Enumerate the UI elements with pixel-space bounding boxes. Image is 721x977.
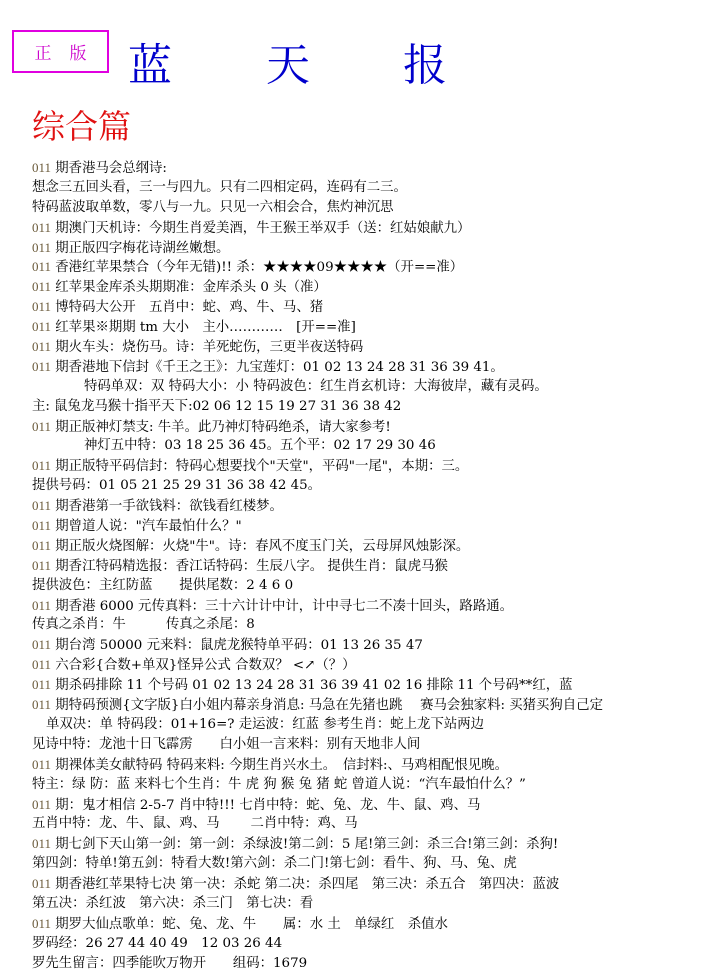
text-line bbox=[32, 436, 721, 456]
period-number: 011 bbox=[32, 498, 52, 514]
period-number: 011 bbox=[32, 259, 52, 275]
line-text: 期香港 6000 元传真料：三十六计计中计，计中寻七二不凑十回头，路路通。 bbox=[51, 598, 513, 614]
line-text: 第五决：杀红波 第六决：杀三门 第七决：看 bbox=[32, 895, 314, 911]
line-text: 六合彩{合数+单双}怪异公式 合数双？ <↗（？） bbox=[51, 658, 356, 674]
text-line bbox=[32, 476, 721, 496]
text-line bbox=[32, 715, 721, 735]
period-number: 011 bbox=[32, 677, 52, 693]
line-text: 期香港地下信封《千王之王》：九宝莲灯：01 02 13 24 28 31 36 39 41。 bbox=[51, 359, 504, 375]
line-text: 红苹果※期期 tm 大小 主小………… [开==准] bbox=[51, 320, 356, 336]
text-line bbox=[32, 556, 721, 576]
line-text: 期正版四字梅花诗湖丝嫩想。 bbox=[51, 240, 230, 256]
line-text: 期特码预测{文字版}白小姐内幕亲身消息: 马急在先猪也跳 赛马会独家料: 买猪买狗自己定 bbox=[51, 698, 603, 714]
text-line bbox=[32, 516, 721, 536]
line-text: 第四剑：特单!第五剑：特看大数!第六剑：杀二门!第七剑：看牛、狗、马、兔、虎 bbox=[32, 856, 517, 872]
masthead-char: 天 bbox=[266, 40, 310, 91]
text-line bbox=[32, 337, 721, 357]
section-heading: 综合篇 bbox=[32, 107, 131, 146]
line-text: 传真之杀肖：牛 传真之杀尾：8 bbox=[32, 617, 255, 633]
authentic-edition-badge bbox=[12, 30, 109, 73]
line-text: 特主：绿 防：蓝 来料七个生肖：牛 虎 狗 猴 兔 猪 蛇 曾道人说：“汽车最怕什么？” bbox=[32, 776, 526, 792]
text-line bbox=[32, 576, 721, 596]
text-line bbox=[32, 635, 721, 655]
period-number: 011 bbox=[32, 319, 52, 335]
period-number: 011 bbox=[32, 518, 52, 534]
text-line bbox=[32, 198, 721, 218]
text-line bbox=[32, 596, 721, 616]
period-number: 011 bbox=[32, 537, 52, 553]
text-line bbox=[32, 218, 721, 238]
badge-char: 版 bbox=[69, 44, 87, 64]
line-text: 期香江特码精选报：香江话特码：生辰八字。 提供生肖：鼠虎马猴 bbox=[51, 558, 448, 574]
line-text: 想念三五回头看，三一与四九。只有二四相定码，连码有二三。 bbox=[32, 179, 407, 195]
text-line bbox=[32, 755, 721, 775]
text-line bbox=[32, 874, 721, 894]
line-text: 提供号码：01 05 21 25 29 31 36 38 42 45。 bbox=[32, 478, 322, 494]
line-text: 期澳门天机诗：今期生肖爱美酒，牛王猴王举双手（送：红姑娘献九） bbox=[51, 220, 471, 236]
line-text: 神灯五中特：03 18 25 36 45。五个平：02 17 29 30 46 bbox=[84, 438, 436, 454]
text-line bbox=[32, 795, 721, 815]
period-number: 011 bbox=[32, 657, 52, 673]
text-line bbox=[32, 954, 721, 974]
line-text: 期火车头：烧伤马。诗：羊死蛇伤，三更半夜送特码 bbox=[51, 340, 364, 356]
text-line bbox=[32, 834, 721, 854]
line-text: 期正版神灯禁支: 牛羊。此乃神灯特码绝杀，请大家参考! bbox=[51, 419, 391, 435]
period-number: 011 bbox=[32, 836, 52, 852]
badge-char: 正 bbox=[34, 44, 52, 64]
line-text: 期香港红苹果特七决 第一决：杀蛇 第二决：杀四尾 第三决：杀五合 第四决：蓝波 bbox=[51, 877, 560, 893]
text-line bbox=[32, 456, 721, 476]
period-number: 011 bbox=[32, 279, 52, 295]
line-text: 期罗大仙点歌单：蛇、兔、龙、牛 属：水 土 单绿红 杀值水 bbox=[51, 916, 448, 932]
text-line bbox=[32, 615, 721, 635]
period-number: 011 bbox=[32, 557, 52, 573]
line-text: 主: 鼠兔龙马猴十指平天下:02 06 12 15 19 27 31 36 38 42 bbox=[32, 398, 402, 414]
line-text: 特码蓝波取单数，零八与一九。只见一六相会合，焦灼神沉思 bbox=[32, 199, 394, 215]
period-number: 011 bbox=[32, 697, 52, 713]
period-number: 011 bbox=[32, 358, 52, 374]
text-line bbox=[32, 277, 721, 297]
text-line bbox=[32, 238, 721, 258]
period-number: 011 bbox=[32, 418, 52, 434]
text-line bbox=[32, 934, 721, 954]
text-line bbox=[32, 377, 721, 397]
text-line bbox=[32, 158, 721, 178]
text-line bbox=[32, 735, 721, 755]
line-text: 罗码经：26 27 44 40 49 12 03 26 44 bbox=[32, 935, 283, 951]
period-number: 011 bbox=[32, 796, 52, 812]
text-line bbox=[32, 496, 721, 516]
line-text: 红苹果金库杀头期期准：金库杀头 0 头（准） bbox=[51, 280, 327, 296]
line-text: 博特码大公开 五肖中：蛇、鸡、牛、马、猪 bbox=[51, 300, 324, 316]
text-line bbox=[32, 397, 721, 417]
line-text: 期香港第一手欲钱料：欲钱看红楼梦。 bbox=[51, 499, 283, 515]
text-line bbox=[32, 655, 721, 675]
period-number: 011 bbox=[32, 219, 52, 235]
period-number: 011 bbox=[32, 756, 52, 772]
period-number: 011 bbox=[32, 299, 52, 315]
text-line bbox=[32, 775, 721, 795]
text-line bbox=[32, 536, 721, 556]
line-text: 期香港马会总纲诗: bbox=[51, 161, 167, 176]
text-line bbox=[32, 914, 721, 934]
text-line bbox=[32, 894, 721, 914]
line-text: 期台湾 50000 元来料：鼠虎龙猴特单平码：01 13 26 35 47 bbox=[51, 638, 423, 654]
line-text: 期正版特平码信封：特码心想要找个"天堂"，平码"一尾"，本期：三。 bbox=[51, 459, 469, 475]
line-text: 五肖中特：龙、牛、鼠、鸡、马 二肖中特：鸡、马 bbox=[32, 816, 358, 832]
line-text: 期七剑下天山第一剑：第一剑：杀绿波!第二剑：5 尾!第三剑：杀三合!第三剑：杀狗! bbox=[51, 837, 559, 853]
text-line bbox=[32, 178, 721, 198]
text-line bbox=[32, 257, 721, 277]
period-number: 011 bbox=[32, 637, 52, 653]
period-number: 011 bbox=[32, 915, 52, 931]
line-text: 罗先生留言：四季能吹万物开 组码：1679 bbox=[32, 955, 308, 971]
line-text: 期正版火烧图解：火烧"牛"。诗：春风不度玉门关，云母屏风烛影深。 bbox=[51, 538, 470, 554]
masthead-char: 报 bbox=[403, 40, 447, 91]
period-number: 011 bbox=[32, 160, 52, 175]
text-line bbox=[32, 695, 721, 715]
line-text: 期曾道人说："汽车最怕什么？" bbox=[51, 519, 242, 535]
content-body bbox=[32, 158, 721, 974]
text-line bbox=[32, 854, 721, 874]
text-line bbox=[32, 297, 721, 317]
line-text: 见诗中特：龙池十日飞霹雳 白小姐一言来料：别有天地非人间 bbox=[32, 736, 421, 752]
period-number: 011 bbox=[32, 876, 52, 892]
text-line bbox=[32, 675, 721, 695]
line-text: 期：鬼才相信 2-5-7 肖中特!!! 七肖中特：蛇、兔、龙、牛、鼠、鸡、马 bbox=[51, 797, 481, 813]
period-number: 011 bbox=[32, 597, 52, 613]
line-text: 期裸体美女献特码 特码来料: 今期生肖兴水土。 信封料:、马鸡相配恨见晚。 bbox=[51, 757, 509, 773]
line-text: 香港红苹果禁合（今年无错)!! 杀：★★★★09★★★★（开==准） bbox=[51, 260, 464, 276]
period-number: 011 bbox=[32, 458, 52, 474]
line-text: 提供波色：主红防蓝 提供尾数：2 4 6 0 bbox=[32, 577, 294, 593]
text-line bbox=[32, 814, 721, 834]
text-line bbox=[32, 317, 721, 337]
line-text: 单双决：单 特码段：01+16=? 走运波：红蓝 参考生肖：蛇上龙下站两边 bbox=[46, 716, 485, 732]
period-number: 011 bbox=[32, 339, 52, 355]
text-line bbox=[32, 357, 721, 377]
period-number: 011 bbox=[32, 239, 52, 255]
line-text: 期杀码排除 11 个号码 01 02 13 24 28 31 36 39 41 02 16 排除 11 个号码**红，蓝 bbox=[51, 678, 573, 694]
text-line bbox=[32, 417, 721, 437]
masthead-char: 蓝 bbox=[128, 40, 172, 91]
line-text: 特码单双：双 特码大小：小 特码波色：红生肖玄机诗：大海彼岸，藏有灵码。 bbox=[84, 378, 548, 394]
